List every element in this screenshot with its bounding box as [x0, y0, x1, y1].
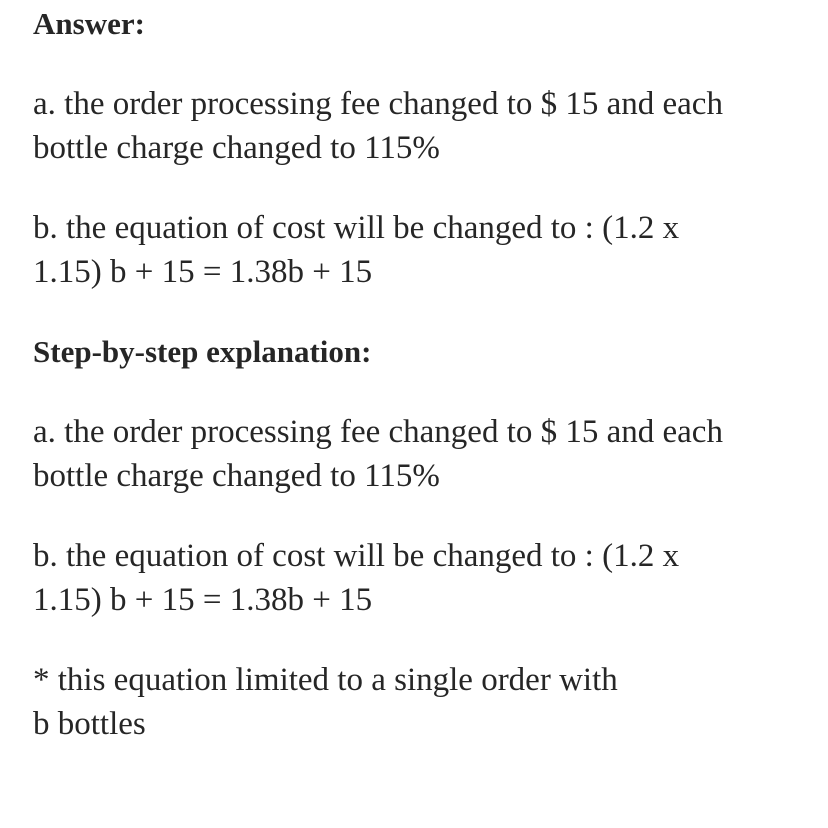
answer-heading: Answer:: [33, 6, 145, 41]
answer-part-b: [33, 206, 813, 294]
explanation-note-line-2: b bottles: [33, 706, 146, 742]
explanation-part-b: [33, 534, 813, 622]
answer-part-b-line-1: b. the equation of cost will be changed to : (1.2 x: [33, 210, 680, 246]
explanation-part-a: [33, 410, 813, 498]
answer-part-a-line-1: a. the order processing fee changed to $ 15 and each: [33, 86, 723, 122]
explanation-part-b-line-1: b. the equation of cost will be changed to : (1.2 x: [33, 538, 680, 574]
explanation-heading: Step-by-step explanation:: [33, 334, 372, 369]
explanation-part-b-line-2: 1.15) b + 15 = 1.38b + 15: [33, 582, 373, 618]
explanation-note: [33, 658, 813, 746]
explanation-part-a-line-2: bottle charge changed to 115%: [33, 458, 440, 494]
explanation-part-a-line-1: a. the order processing fee changed to $ 15 and each: [33, 414, 723, 450]
explanation-note-line-1: * this equation limited to a single order with: [33, 662, 618, 698]
answer-part-b-line-2: 1.15) b + 15 = 1.38b + 15: [33, 254, 373, 290]
answer-part-a: [33, 82, 813, 170]
answer-part-a-line-2: bottle charge changed to 115%: [33, 130, 440, 166]
